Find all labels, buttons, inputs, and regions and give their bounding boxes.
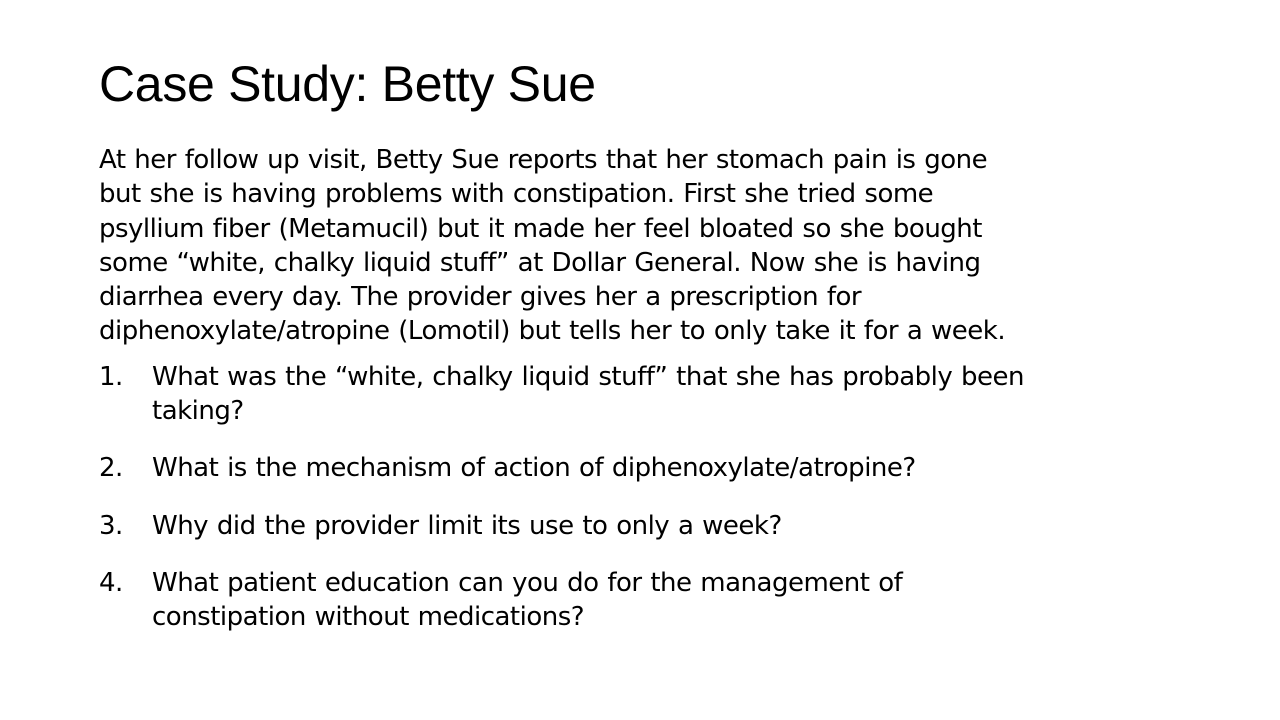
question-item-2 bbox=[99, 451, 1199, 485]
question-number: 4. bbox=[99, 567, 123, 598]
question-item-3 bbox=[99, 509, 1199, 543]
question-number: 1. bbox=[99, 361, 123, 392]
question-item-4 bbox=[99, 566, 1199, 635]
question-text bbox=[152, 360, 1199, 429]
question-number: 2. bbox=[99, 453, 123, 484]
question-text-line: Why did the provider limit its use to only a week? bbox=[152, 510, 782, 541]
question-text-line: taking? bbox=[152, 396, 244, 427]
question-text-line: What was the “white, chalky liquid stuff” that she has probably been bbox=[152, 361, 1025, 392]
question-text bbox=[152, 451, 1199, 485]
question-text bbox=[152, 509, 1199, 543]
case-description-line: diphenoxylate/atropine (Lomotil) but tells her to only take it for a week. bbox=[99, 316, 1006, 347]
question-list bbox=[99, 360, 1199, 635]
slide-title: Case Study: Betty Sue bbox=[99, 56, 596, 112]
question-number: 3. bbox=[99, 510, 123, 541]
case-description bbox=[99, 143, 1199, 349]
case-description-line: some “white, chalky liquid stuff” at Dollar General. Now she is having bbox=[99, 247, 981, 278]
question-text bbox=[152, 566, 1199, 635]
question-item-1 bbox=[99, 360, 1199, 429]
slide-body bbox=[99, 143, 1199, 658]
question-text-line: What patient education can you do for the management of bbox=[152, 567, 903, 598]
case-description-line: diarrhea every day. The provider gives her a prescription for bbox=[99, 282, 862, 313]
case-description-line: psyllium fiber (Metamucil) but it made her feel bloated so she bought bbox=[99, 213, 982, 244]
question-text-line: What is the mechanism of action of diphenoxylate/atropine? bbox=[152, 453, 916, 484]
case-description-line: but she is having problems with constipation. First she tried some bbox=[99, 179, 934, 210]
question-text-line: constipation without medications? bbox=[152, 602, 585, 633]
case-description-line: At her follow up visit, Betty Sue reports that her stomach pain is gone bbox=[99, 145, 988, 175]
